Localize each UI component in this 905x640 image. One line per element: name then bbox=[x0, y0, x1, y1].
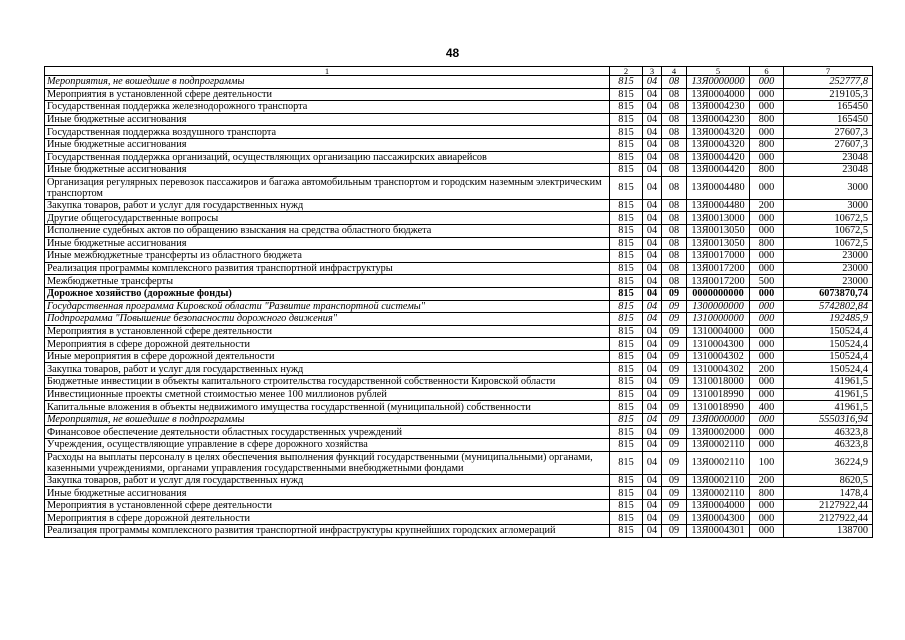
table-row bbox=[45, 426, 873, 439]
subsection-code-cell: 09 bbox=[662, 287, 687, 300]
target-article-code-cell: 1310018990 bbox=[687, 401, 750, 414]
subsection-code-cell: 08 bbox=[662, 275, 687, 288]
subsection-code-cell: 09 bbox=[662, 325, 687, 338]
amount-cell: 23000 bbox=[784, 275, 873, 288]
section-code-cell: 04 bbox=[643, 113, 662, 126]
section-code-cell: 04 bbox=[643, 88, 662, 101]
target-article-code-cell: 13Я0004000 bbox=[687, 499, 750, 512]
row-name-cell: Иные бюджетные ассигнования bbox=[45, 113, 610, 126]
row-name-cell: Государственная программа Кировской области "Развитие транспортной системы" bbox=[45, 300, 610, 313]
admin-code-cell: 815 bbox=[610, 313, 643, 326]
target-article-code-cell: 13Я0017000 bbox=[687, 250, 750, 263]
target-article-code-cell: 13Я0004420 bbox=[687, 164, 750, 177]
expense-type-code-cell: 200 bbox=[750, 363, 784, 376]
expense-type-code-cell: 000 bbox=[750, 76, 784, 89]
column-header: 1 bbox=[45, 67, 610, 76]
table-row bbox=[45, 401, 873, 414]
amount-cell: 3000 bbox=[784, 199, 873, 212]
target-article-code-cell: 13Я0017200 bbox=[687, 262, 750, 275]
table-row bbox=[45, 76, 873, 89]
row-name-cell: Мероприятия, не вошедшие в подпрограммы bbox=[45, 413, 610, 426]
amount-cell: 2127922,44 bbox=[784, 499, 873, 512]
row-name-cell: Учреждения, осуществляющие управление в сфере дорожного хозяйства bbox=[45, 439, 610, 452]
section-code-cell: 04 bbox=[643, 512, 662, 525]
expense-type-code-cell: 800 bbox=[750, 164, 784, 177]
amount-cell: 46323,8 bbox=[784, 439, 873, 452]
section-code-cell: 04 bbox=[643, 313, 662, 326]
row-name-cell: Реализация программы комплексного развития транспортной инфраструктуры bbox=[45, 262, 610, 275]
admin-code-cell: 815 bbox=[610, 113, 643, 126]
amount-cell: 6073870,74 bbox=[784, 287, 873, 300]
admin-code-cell: 815 bbox=[610, 325, 643, 338]
expense-type-code-cell: 800 bbox=[750, 487, 784, 500]
subsection-code-cell: 08 bbox=[662, 199, 687, 212]
expense-type-code-cell: 000 bbox=[750, 439, 784, 452]
table-row bbox=[45, 237, 873, 250]
row-name-cell: Межбюджетные трансферты bbox=[45, 275, 610, 288]
row-name-cell: Инвестиционные проекты сметной стоимостью менее 100 миллионов рублей bbox=[45, 388, 610, 401]
admin-code-cell: 815 bbox=[610, 138, 643, 151]
column-header: 4 bbox=[662, 67, 687, 76]
expense-type-code-cell: 000 bbox=[750, 313, 784, 326]
row-name-cell: Мероприятия в установленной сфере деятельности bbox=[45, 499, 610, 512]
target-article-code-cell: 13Я0004000 bbox=[687, 88, 750, 101]
subsection-code-cell: 09 bbox=[662, 525, 687, 538]
subsection-code-cell: 09 bbox=[662, 300, 687, 313]
admin-code-cell: 815 bbox=[610, 262, 643, 275]
subsection-code-cell: 09 bbox=[662, 451, 687, 474]
table-row bbox=[45, 138, 873, 151]
target-article-code-cell: 13Я0013050 bbox=[687, 224, 750, 237]
subsection-code-cell: 08 bbox=[662, 76, 687, 89]
admin-code-cell: 815 bbox=[610, 287, 643, 300]
admin-code-cell: 815 bbox=[610, 363, 643, 376]
expense-type-code-cell: 000 bbox=[750, 413, 784, 426]
target-article-code-cell: 1310000000 bbox=[687, 313, 750, 326]
subsection-code-cell: 09 bbox=[662, 413, 687, 426]
target-article-code-cell: 13Я0004480 bbox=[687, 199, 750, 212]
amount-cell: 5742802,84 bbox=[784, 300, 873, 313]
target-article-code-cell: 13Я0002000 bbox=[687, 426, 750, 439]
admin-code-cell: 815 bbox=[610, 426, 643, 439]
admin-code-cell: 815 bbox=[610, 512, 643, 525]
target-article-code-cell: 13Я0000000 bbox=[687, 76, 750, 89]
row-name-cell: Финансовое обеспечение деятельности областных государственных учреждений bbox=[45, 426, 610, 439]
section-code-cell: 04 bbox=[643, 426, 662, 439]
expense-type-code-cell: 000 bbox=[750, 300, 784, 313]
subsection-code-cell: 08 bbox=[662, 250, 687, 263]
subsection-code-cell: 09 bbox=[662, 439, 687, 452]
section-code-cell: 04 bbox=[643, 451, 662, 474]
row-name-cell: Закупка товаров, работ и услуг для государственных нужд bbox=[45, 474, 610, 487]
table-row bbox=[45, 376, 873, 389]
row-name-cell: Иные бюджетные ассигнования bbox=[45, 237, 610, 250]
expense-type-code-cell: 000 bbox=[750, 499, 784, 512]
subsection-code-cell: 09 bbox=[662, 350, 687, 363]
subsection-code-cell: 08 bbox=[662, 176, 687, 199]
subsection-code-cell: 09 bbox=[662, 376, 687, 389]
target-article-code-cell: 13Я0002110 bbox=[687, 487, 750, 500]
amount-cell: 165450 bbox=[784, 101, 873, 114]
expense-type-code-cell: 200 bbox=[750, 474, 784, 487]
amount-cell: 41961,5 bbox=[784, 401, 873, 414]
table-row bbox=[45, 250, 873, 263]
target-article-code-cell: 13Я0004230 bbox=[687, 113, 750, 126]
table-row bbox=[45, 363, 873, 376]
row-name-cell: Организация регулярных перевозок пассажиров и багажа автомобильным транспортом и городским наземным электрическим транспортом bbox=[45, 176, 610, 199]
subsection-code-cell: 08 bbox=[662, 151, 687, 164]
expense-type-code-cell: 000 bbox=[750, 426, 784, 439]
target-article-code-cell: 1310004302 bbox=[687, 350, 750, 363]
section-code-cell: 04 bbox=[643, 250, 662, 263]
row-name-cell: Иные бюджетные ассигнования bbox=[45, 138, 610, 151]
amount-cell: 8620,5 bbox=[784, 474, 873, 487]
subsection-code-cell: 09 bbox=[662, 499, 687, 512]
expense-type-code-cell: 800 bbox=[750, 113, 784, 126]
target-article-code-cell: 13Я0004480 bbox=[687, 176, 750, 199]
section-code-cell: 04 bbox=[643, 525, 662, 538]
table-row bbox=[45, 487, 873, 500]
expense-type-code-cell: 100 bbox=[750, 451, 784, 474]
amount-cell: 23048 bbox=[784, 164, 873, 177]
target-article-code-cell: 1310018990 bbox=[687, 388, 750, 401]
target-article-code-cell: 13Я0002110 bbox=[687, 451, 750, 474]
admin-code-cell: 815 bbox=[610, 487, 643, 500]
section-code-cell: 04 bbox=[643, 151, 662, 164]
admin-code-cell: 815 bbox=[610, 250, 643, 263]
admin-code-cell: 815 bbox=[610, 413, 643, 426]
subsection-code-cell: 08 bbox=[662, 138, 687, 151]
subsection-code-cell: 08 bbox=[662, 224, 687, 237]
target-article-code-cell: 13Я0017200 bbox=[687, 275, 750, 288]
target-article-code-cell: 1310018000 bbox=[687, 376, 750, 389]
row-name-cell: Дорожное хозяйство (дорожные фонды) bbox=[45, 287, 610, 300]
admin-code-cell: 815 bbox=[610, 499, 643, 512]
table-row bbox=[45, 512, 873, 525]
admin-code-cell: 815 bbox=[610, 151, 643, 164]
section-code-cell: 04 bbox=[643, 138, 662, 151]
section-code-cell: 04 bbox=[643, 262, 662, 275]
subsection-code-cell: 08 bbox=[662, 237, 687, 250]
target-article-code-cell: 13Я0013050 bbox=[687, 237, 750, 250]
admin-code-cell: 815 bbox=[610, 451, 643, 474]
section-code-cell: 04 bbox=[643, 413, 662, 426]
expense-type-code-cell: 000 bbox=[750, 388, 784, 401]
expense-type-code-cell: 000 bbox=[750, 338, 784, 351]
admin-code-cell: 815 bbox=[610, 88, 643, 101]
expense-type-code-cell: 000 bbox=[750, 376, 784, 389]
table-row bbox=[45, 388, 873, 401]
section-code-cell: 04 bbox=[643, 76, 662, 89]
expense-type-code-cell: 800 bbox=[750, 237, 784, 250]
amount-cell: 46323,8 bbox=[784, 426, 873, 439]
section-code-cell: 04 bbox=[643, 164, 662, 177]
admin-code-cell: 815 bbox=[610, 275, 643, 288]
amount-cell: 41961,5 bbox=[784, 388, 873, 401]
expense-type-code-cell: 000 bbox=[750, 212, 784, 225]
amount-cell: 41961,5 bbox=[784, 376, 873, 389]
admin-code-cell: 815 bbox=[610, 401, 643, 414]
amount-cell: 23048 bbox=[784, 151, 873, 164]
table-row bbox=[45, 275, 873, 288]
section-code-cell: 04 bbox=[643, 363, 662, 376]
amount-cell: 1478,4 bbox=[784, 487, 873, 500]
admin-code-cell: 815 bbox=[610, 338, 643, 351]
amount-cell: 219105,3 bbox=[784, 88, 873, 101]
section-code-cell: 04 bbox=[643, 300, 662, 313]
subsection-code-cell: 09 bbox=[662, 363, 687, 376]
amount-cell: 10672,5 bbox=[784, 212, 873, 225]
subsection-code-cell: 08 bbox=[662, 212, 687, 225]
admin-code-cell: 815 bbox=[610, 176, 643, 199]
amount-cell: 10672,5 bbox=[784, 237, 873, 250]
table-row bbox=[45, 126, 873, 139]
table-row bbox=[45, 262, 873, 275]
expense-type-code-cell: 000 bbox=[750, 224, 784, 237]
amount-cell: 150524,4 bbox=[784, 338, 873, 351]
row-name-cell: Другие общегосударственные вопросы bbox=[45, 212, 610, 225]
row-name-cell: Капитальные вложения в объекты недвижимого имущества государственной (муниципальной) собственности bbox=[45, 401, 610, 414]
table-row bbox=[45, 199, 873, 212]
subsection-code-cell: 09 bbox=[662, 474, 687, 487]
row-name-cell: Реализация программы комплексного развития транспортной инфраструктуры крупнейших городских агломераций bbox=[45, 525, 610, 538]
amount-cell: 36224,9 bbox=[784, 451, 873, 474]
subsection-code-cell: 09 bbox=[662, 338, 687, 351]
table-row bbox=[45, 525, 873, 538]
target-article-code-cell: 1310004302 bbox=[687, 363, 750, 376]
header-row bbox=[45, 67, 873, 76]
section-code-cell: 04 bbox=[643, 101, 662, 114]
target-article-code-cell: 13Я0000000 bbox=[687, 413, 750, 426]
expense-type-code-cell: 000 bbox=[750, 250, 784, 263]
row-name-cell: Мероприятия в сфере дорожной деятельности bbox=[45, 338, 610, 351]
table-row bbox=[45, 451, 873, 474]
amount-cell: 10672,5 bbox=[784, 224, 873, 237]
section-code-cell: 04 bbox=[643, 388, 662, 401]
table-row bbox=[45, 113, 873, 126]
subsection-code-cell: 08 bbox=[662, 88, 687, 101]
subsection-code-cell: 08 bbox=[662, 262, 687, 275]
target-article-code-cell: 13Я0004320 bbox=[687, 126, 750, 139]
subsection-code-cell: 09 bbox=[662, 313, 687, 326]
table-row bbox=[45, 350, 873, 363]
section-code-cell: 04 bbox=[643, 176, 662, 199]
amount-cell: 3000 bbox=[784, 176, 873, 199]
section-code-cell: 04 bbox=[643, 237, 662, 250]
amount-cell: 27607,3 bbox=[784, 126, 873, 139]
section-code-cell: 04 bbox=[643, 199, 662, 212]
table-row bbox=[45, 224, 873, 237]
expense-type-code-cell: 000 bbox=[750, 126, 784, 139]
row-name-cell: Государственная поддержка железнодорожного транспорта bbox=[45, 101, 610, 114]
section-code-cell: 04 bbox=[643, 275, 662, 288]
row-name-cell: Иные межбюджетные трансферты из областного бюджета bbox=[45, 250, 610, 263]
amount-cell: 138700 bbox=[784, 525, 873, 538]
subsection-code-cell: 08 bbox=[662, 113, 687, 126]
section-code-cell: 04 bbox=[643, 325, 662, 338]
admin-code-cell: 815 bbox=[610, 126, 643, 139]
amount-cell: 5550316,94 bbox=[784, 413, 873, 426]
row-name-cell: Закупка товаров, работ и услуг для государственных нужд bbox=[45, 199, 610, 212]
table-row bbox=[45, 300, 873, 313]
subsection-code-cell: 09 bbox=[662, 401, 687, 414]
expense-type-code-cell: 000 bbox=[750, 512, 784, 525]
admin-code-cell: 815 bbox=[610, 376, 643, 389]
table-row bbox=[45, 287, 873, 300]
table-row bbox=[45, 338, 873, 351]
admin-code-cell: 815 bbox=[610, 164, 643, 177]
target-article-code-cell: 13Я0004301 bbox=[687, 525, 750, 538]
subsection-code-cell: 09 bbox=[662, 487, 687, 500]
table-row bbox=[45, 439, 873, 452]
section-code-cell: 04 bbox=[643, 126, 662, 139]
row-name-cell: Мероприятия в установленной сфере деятельности bbox=[45, 88, 610, 101]
row-name-cell: Иные бюджетные ассигнования bbox=[45, 164, 610, 177]
table-row bbox=[45, 325, 873, 338]
target-article-code-cell: 0000000000 bbox=[687, 287, 750, 300]
expense-type-code-cell: 000 bbox=[750, 151, 784, 164]
subsection-code-cell: 09 bbox=[662, 426, 687, 439]
target-article-code-cell: 13Я0004420 bbox=[687, 151, 750, 164]
row-name-cell: Бюджетные инвестиции в объекты капитального строительства государственной собственности Кировской области bbox=[45, 376, 610, 389]
target-article-code-cell: 13Я0013000 bbox=[687, 212, 750, 225]
section-code-cell: 04 bbox=[643, 439, 662, 452]
subsection-code-cell: 09 bbox=[662, 388, 687, 401]
amount-cell: 23000 bbox=[784, 262, 873, 275]
admin-code-cell: 815 bbox=[610, 199, 643, 212]
expense-type-code-cell: 000 bbox=[750, 262, 784, 275]
row-name-cell: Подпрограмма "Повышение безопасности дорожного движения" bbox=[45, 313, 610, 326]
column-header: 7 bbox=[784, 67, 873, 76]
expense-type-code-cell: 000 bbox=[750, 88, 784, 101]
row-name-cell: Закупка товаров, работ и услуг для государственных нужд bbox=[45, 363, 610, 376]
admin-code-cell: 815 bbox=[610, 439, 643, 452]
target-article-code-cell: 1300000000 bbox=[687, 300, 750, 313]
target-article-code-cell: 13Я0004320 bbox=[687, 138, 750, 151]
subsection-code-cell: 09 bbox=[662, 512, 687, 525]
table-row bbox=[45, 474, 873, 487]
admin-code-cell: 815 bbox=[610, 101, 643, 114]
admin-code-cell: 815 bbox=[610, 76, 643, 89]
row-name-cell: Иные мероприятия в сфере дорожной деятельности bbox=[45, 350, 610, 363]
section-code-cell: 04 bbox=[643, 401, 662, 414]
section-code-cell: 04 bbox=[643, 474, 662, 487]
expense-type-code-cell: 000 bbox=[750, 525, 784, 538]
section-code-cell: 04 bbox=[643, 287, 662, 300]
table-row bbox=[45, 101, 873, 114]
target-article-code-cell: 13Я0004230 bbox=[687, 101, 750, 114]
amount-cell: 23000 bbox=[784, 250, 873, 263]
target-article-code-cell: 1310004300 bbox=[687, 338, 750, 351]
amount-cell: 150524,4 bbox=[784, 325, 873, 338]
section-code-cell: 04 bbox=[643, 350, 662, 363]
table-row bbox=[45, 313, 873, 326]
row-name-cell: Мероприятия в сфере дорожной деятельности bbox=[45, 512, 610, 525]
admin-code-cell: 815 bbox=[610, 388, 643, 401]
amount-cell: 252777,8 bbox=[784, 76, 873, 89]
expense-type-code-cell: 000 bbox=[750, 350, 784, 363]
section-code-cell: 04 bbox=[643, 376, 662, 389]
subsection-code-cell: 08 bbox=[662, 164, 687, 177]
column-header: 2 bbox=[610, 67, 643, 76]
table-row bbox=[45, 151, 873, 164]
page-number: 48 bbox=[445, 46, 460, 60]
expense-type-code-cell: 500 bbox=[750, 275, 784, 288]
table-row bbox=[45, 88, 873, 101]
column-header: 3 bbox=[643, 67, 662, 76]
expense-type-code-cell: 000 bbox=[750, 325, 784, 338]
admin-code-cell: 815 bbox=[610, 525, 643, 538]
section-code-cell: 04 bbox=[643, 224, 662, 237]
target-article-code-cell: 13Я0002110 bbox=[687, 439, 750, 452]
admin-code-cell: 815 bbox=[610, 300, 643, 313]
admin-code-cell: 815 bbox=[610, 224, 643, 237]
expense-type-code-cell: 000 bbox=[750, 287, 784, 300]
table-row bbox=[45, 164, 873, 177]
row-name-cell: Государственная поддержка воздушного транспорта bbox=[45, 126, 610, 139]
expense-type-code-cell: 000 bbox=[750, 101, 784, 114]
amount-cell: 165450 bbox=[784, 113, 873, 126]
subsection-code-cell: 08 bbox=[662, 101, 687, 114]
row-name-cell: Иные бюджетные ассигнования bbox=[45, 487, 610, 500]
table-row bbox=[45, 413, 873, 426]
target-article-code-cell: 1310004000 bbox=[687, 325, 750, 338]
amount-cell: 192485,9 bbox=[784, 313, 873, 326]
section-code-cell: 04 bbox=[643, 212, 662, 225]
row-name-cell: Исполнение судебных актов по обращению взыскания на средства областного бюджета bbox=[45, 224, 610, 237]
table-body bbox=[45, 76, 873, 538]
expense-type-code-cell: 000 bbox=[750, 176, 784, 199]
section-code-cell: 04 bbox=[643, 338, 662, 351]
table-row bbox=[45, 176, 873, 199]
amount-cell: 150524,4 bbox=[784, 350, 873, 363]
row-name-cell: Расходы на выплаты персоналу в целях обеспечения выполнения функций государственными (муниципальными) органами, казенными учреждениями, органами управления государственными внебюджетными фондами bbox=[45, 451, 610, 474]
budget-table bbox=[44, 66, 873, 538]
column-header: 5 bbox=[687, 67, 750, 76]
row-name-cell: Мероприятия в установленной сфере деятельности bbox=[45, 325, 610, 338]
admin-code-cell: 815 bbox=[610, 237, 643, 250]
admin-code-cell: 815 bbox=[610, 474, 643, 487]
row-name-cell: Государственная поддержка организаций, осуществляющих организацию пассажирских авиарейсов bbox=[45, 151, 610, 164]
target-article-code-cell: 13Я0002110 bbox=[687, 474, 750, 487]
target-article-code-cell: 13Я0004300 bbox=[687, 512, 750, 525]
expense-type-code-cell: 200 bbox=[750, 199, 784, 212]
section-code-cell: 04 bbox=[643, 499, 662, 512]
section-code-cell: 04 bbox=[643, 487, 662, 500]
expense-type-code-cell: 400 bbox=[750, 401, 784, 414]
admin-code-cell: 815 bbox=[610, 212, 643, 225]
expense-type-code-cell: 800 bbox=[750, 138, 784, 151]
table-row bbox=[45, 212, 873, 225]
amount-cell: 27607,3 bbox=[784, 138, 873, 151]
table-row bbox=[45, 499, 873, 512]
amount-cell: 2127922,44 bbox=[784, 512, 873, 525]
amount-cell: 150524,4 bbox=[784, 363, 873, 376]
row-name-cell: Мероприятия, не вошедшие в подпрограммы bbox=[45, 76, 610, 89]
column-header: 6 bbox=[750, 67, 784, 76]
subsection-code-cell: 08 bbox=[662, 126, 687, 139]
admin-code-cell: 815 bbox=[610, 350, 643, 363]
